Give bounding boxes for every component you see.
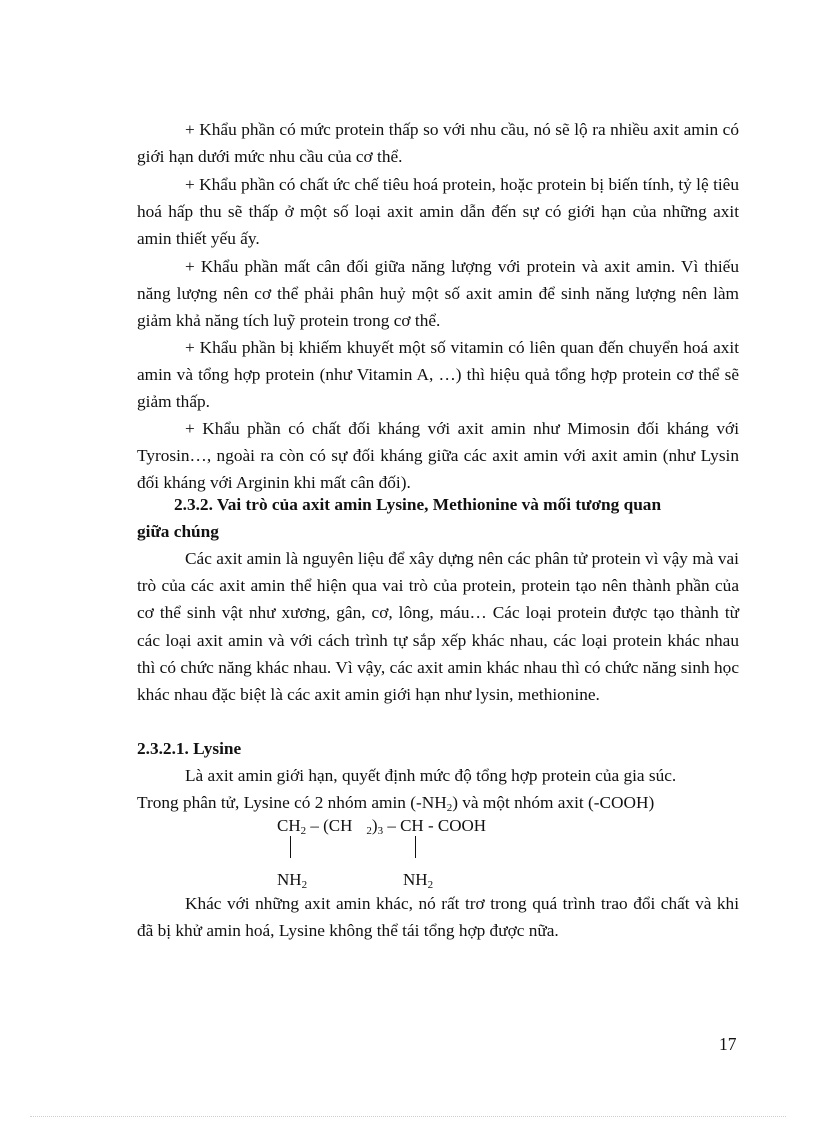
paragraph-antagonist: + Khẩu phần có chất đối kháng với axit amin như Mimosin đối kháng với Tyrosin…, ngoài ra còn có sự đối kháng giữa các axit amin với axit amin (như Lysin đối kháng với Arginin khi mất cân đối). [137, 419, 739, 493]
paragraph-vitamin-deficiency: + Khẩu phần bị khiếm khuyết một số vitamin có liên quan đến chuyển hoá axit amin và tổng hợp protein (như Vitamin A, …) thì hiệu quả tổng hợp protein cơ thể sẽ giảm thấp. [137, 338, 739, 412]
structure-subscript: 2 [446, 802, 453, 814]
formula-paren: ) [371, 816, 378, 835]
formula-ch-group: – (CH [306, 816, 353, 835]
formula-bond-right [415, 836, 416, 858]
paragraph-lysine-intro: Là axit amin giới hạn, quyết định mức độ tổng hợp protein của gia súc. [185, 766, 677, 785]
formula-nh2-left [277, 870, 307, 890]
section-heading-line1: 2.3.2. Vai trò của axit amin Lysine, Methionine và mối tương quan [174, 495, 662, 514]
nh2-left-sub: 2 [301, 879, 308, 891]
paragraph-amino-acid-role: Các axit amin là nguyên liệu để xây dựng nên các phân tử protein vì vậy mà vai trò của các axit amin thể hiện qua vai trò của protein, protein tạo nên thành phần của cơ thể sinh vật như xương, gân, cơ, lông, máu… Các loại protein được tạo thành từ các loại axit amin và với cách trình tự sắp xếp khác nhau, các loại protein khác nhau thì có chức năng khác nhau. Vì vậy, các axit amin khác nhau thì có chức năng sinh học khác nhau đặc biệt là các axit amin giới hạn như lysin, methionine. [137, 549, 739, 705]
formula-sub-inner: 2 [366, 825, 372, 837]
nh2-right-text: NH [403, 870, 428, 889]
structure-text-a: Trong phân tử, Lysine có 2 nhóm amin (-NH [137, 793, 447, 812]
formula-sub-3: 3 [377, 825, 384, 837]
formula-ch2: CH [277, 816, 301, 835]
paragraph-energy-imbalance: + Khẩu phần mất cân đối giữa năng lượng với protein và axit amin. Vì thiếu năng lượng nên cơ thể phải phân huỷ một số axit amin để sinh năng lượng nên làm giảm khả năng tích luỹ protein trong cơ thể. [137, 257, 739, 331]
section-heading-line2: giữa chúng [137, 522, 219, 541]
subsection-heading-lysine: 2.3.2.1. Lysine [137, 739, 242, 758]
paragraph-low-protein: + Khẩu phần có mức protein thấp so với nhu cầu, nó sẽ lộ ra nhiều axit amin có giới hạn dưới mức nhu cầu của cơ thể. [137, 120, 739, 167]
formula-cooh: – CH - COOH [383, 816, 487, 835]
nh2-left-text: NH [277, 870, 302, 889]
paragraph-lysine-structure [137, 789, 739, 816]
formula-bond-left [290, 836, 291, 858]
lysine-formula-main [277, 816, 486, 836]
formula-nh2-right [403, 870, 433, 890]
formula-sub: 2 [300, 825, 307, 837]
structure-text-b: ) và một nhóm axit (-COOH) [452, 793, 655, 812]
page-number: 17 [719, 1034, 737, 1054]
paragraph-lysine-inert: Khác với những axit amin khác, nó rất trơ trong quá trình trao đổi chất và khi đã bị khử amin hoá, Lysine không thể tái tổng hợp được nữa. [137, 894, 739, 941]
nh2-right-sub: 2 [427, 879, 434, 891]
paragraph-digestion-inhibitor: + Khẩu phần có chất ức chế tiêu hoá protein, hoặc protein bị biến tính, tỷ lệ tiêu hoá hấp thu sẽ thấp ở một số loại axit amin dẫn đến sự có giới hạn của những axit amin thiết yếu ấy. [137, 175, 739, 249]
page-edge-dots [30, 1116, 786, 1117]
